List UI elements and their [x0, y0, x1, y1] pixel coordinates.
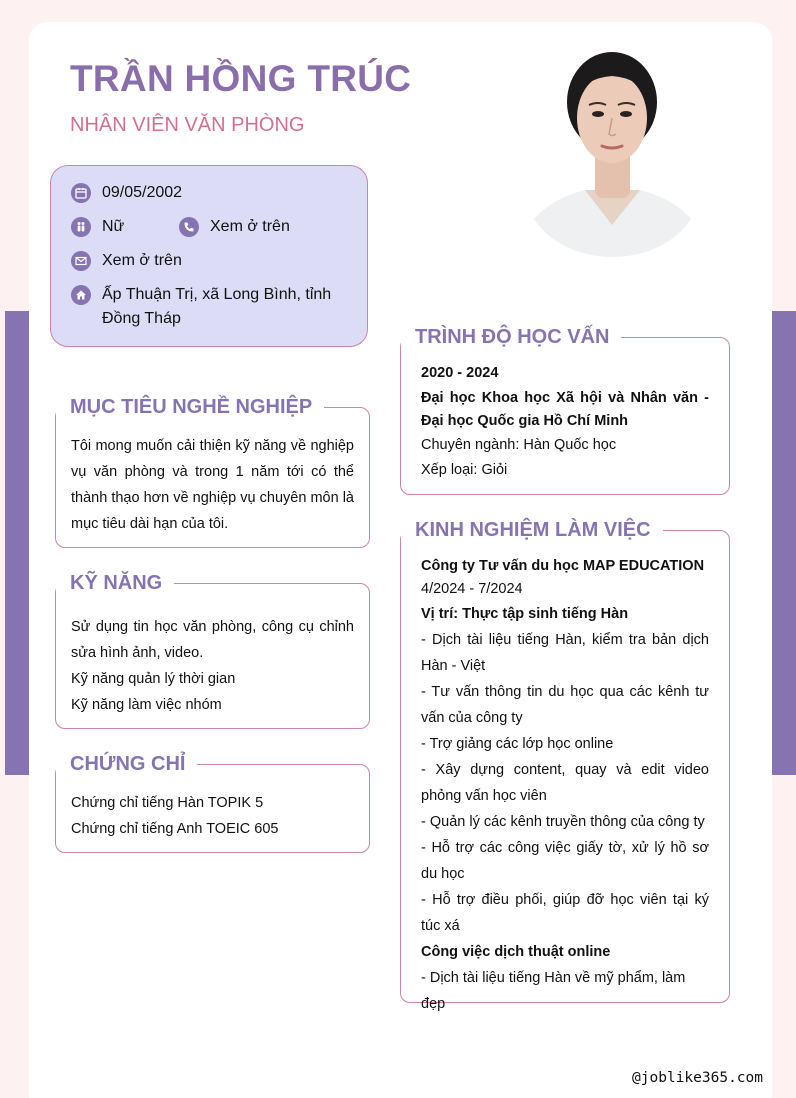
email-value: Xem ở trên — [102, 252, 182, 269]
phone-row — [179, 217, 290, 239]
address-row — [71, 285, 341, 331]
experience-position: Vị trí: Thực tập sinh tiếng Hàn — [421, 606, 629, 622]
skill-item: Kỹ năng quản lý thời gian — [71, 671, 236, 687]
certificate-item: Chứng chỉ tiếng Anh TOEIC 605 — [71, 821, 279, 837]
education-body — [421, 361, 709, 484]
phone-value: Xem ở trên — [210, 218, 290, 235]
education-grade: Xếp loại: Giỏi — [421, 462, 508, 478]
certificate-item: Chứng chỉ tiếng Hàn TOPIK 5 — [71, 795, 264, 811]
experience-duty: - Trợ giảng các lớp học online — [421, 736, 614, 752]
education-title: TRÌNH ĐỘ HỌC VẤN — [401, 324, 621, 350]
calendar-icon — [71, 183, 91, 203]
gender-row — [71, 217, 124, 239]
right-decor-band — [772, 311, 796, 775]
skill-item: Sử dụng tin học văn phòng, công cụ chỉnh sửa hình ảnh, video. — [71, 619, 354, 661]
birthdate-value: 09/05/2002 — [102, 184, 183, 201]
birthdate-row — [71, 183, 182, 205]
education-major: Chuyên ngành: Hàn Quốc học — [421, 436, 617, 453]
skill-item: Kỹ năng làm việc nhóm — [71, 697, 222, 713]
experience-body — [421, 555, 709, 1017]
home-icon — [71, 285, 91, 305]
experience-job2-duty: - Dịch tài liệu tiếng Hàn về mỹ phẩm, làm đẹp — [421, 970, 686, 1012]
gender-value: Nữ — [102, 218, 125, 235]
experience-duty: - Dịch tài liệu tiếng Hàn, kiểm tra bản dịch Hàn - Việt — [421, 632, 709, 674]
experience-duty: - Tư vấn thông tin du học qua các kênh tư vấn của công ty — [421, 684, 709, 726]
objective-title: MỤC TIÊU NGHỀ NGHIỆP — [56, 394, 324, 420]
skills-title: KỸ NĂNG — [56, 570, 174, 596]
profile-photo — [525, 30, 700, 257]
education-period: 2020 - 2024 — [421, 365, 499, 381]
experience-duty: - Quản lý các kênh truyền thông của công ty — [421, 814, 705, 830]
experience-duty: - Hỗ trợ các công việc giấy tờ, xử lý hồ sơ du học — [421, 840, 709, 882]
job-title: NHÂN VIÊN VĂN PHÒNG — [70, 114, 305, 136]
watermark: @joblike365.com — [632, 1070, 763, 1086]
experience-period: 4/2024 - 7/2024 — [421, 581, 523, 597]
experience-title: KINH NGHIỆM LÀM VIỆC — [401, 517, 663, 543]
skills-list — [71, 614, 354, 718]
experience-job2-title: Công việc dịch thuật online — [421, 944, 611, 960]
candidate-name: TRẦN HỒNG TRÚC — [70, 58, 412, 99]
education-school: Đại học Khoa học Xã hội và Nhân văn - Đại học Quốc gia Hồ Chí Minh — [421, 389, 709, 429]
experience-duty: - Xây dựng content, quay và edit video phỏng vấn học viên — [421, 762, 709, 804]
experience-duty: - Hỗ trợ điều phối, giúp đỡ học viên tại ký túc xá — [421, 892, 709, 934]
left-decor-band — [5, 311, 29, 775]
phone-icon — [179, 217, 199, 237]
experience-company: Công ty Tư vấn du học MAP EDUCATION — [421, 558, 705, 574]
mail-icon — [71, 251, 91, 271]
objective-text: Tôi mong muốn cải thiện kỹ năng về nghiệp vụ văn phòng và trong 1 năm tới có thể thành thạo hơn về nghiệp vụ chuyên môn là mục tiêu dài hạn của tôi. — [71, 438, 354, 532]
certificates-list — [71, 790, 354, 842]
address-value: Ấp Thuận Trị, xã Long Bình, tỉnh Đồng Tháp — [102, 286, 332, 327]
certificates-title: CHỨNG CHỈ — [56, 751, 197, 777]
gender-icon — [71, 217, 91, 237]
email-row — [71, 251, 182, 273]
